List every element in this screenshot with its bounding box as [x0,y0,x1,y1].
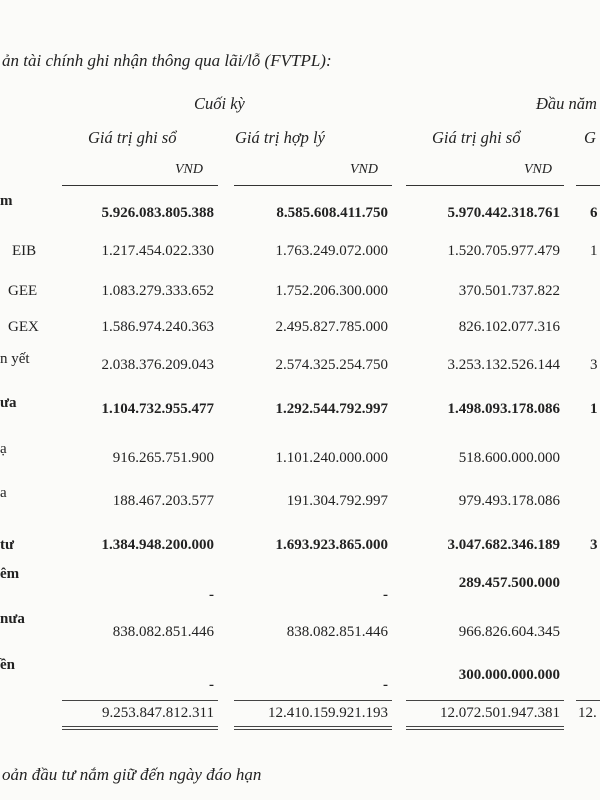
period-header-start: Đầu năm [536,94,597,113]
table-cell: 838.082.851.446 [286,624,388,640]
table-cell: 188.467.203.577 [112,493,214,509]
table-cell: 2.495.827.785.000 [275,319,388,335]
header-rule [62,185,218,186]
table-cell: 5.970.442.318.761 [447,205,560,221]
total-cell: 12.410.159.921.193 [268,705,388,721]
table-cell: 1.101.240.000.000 [275,450,388,466]
row-label: ạ [0,441,7,457]
table-cell: - [383,677,388,693]
table-cell: 1.104.732.955.477 [101,401,214,417]
table-cell: 3 [590,537,598,553]
table-cell: 1.763.249.072.000 [275,243,388,259]
total-rule [234,700,392,701]
table-cell: 8.585.608.411.750 [276,205,388,221]
total-rule [62,700,218,701]
table-cell: 1 [590,243,598,259]
total-cell: 12.072.501.947.381 [440,705,560,721]
table-cell: 1.586.974.240.363 [101,319,214,335]
next-section-title: oản đầu tư nắm giữ đến ngày đáo hạn [2,765,262,784]
row-label: GEE [8,283,38,299]
table-cell: 966.826.604.345 [458,624,560,640]
row-label: ưa [0,395,17,411]
table-cell: - [209,587,214,603]
table-cell: 3.047.682.346.189 [447,537,560,553]
table-cell: 826.102.077.316 [458,319,560,335]
table-cell: 3.253.132.526.144 [447,357,560,373]
table-cell: 3 [590,357,598,373]
row-label: a [0,485,7,501]
unit-label: VND [524,162,552,177]
table-cell: 6 [590,205,598,221]
table-cell: 1.752.206.300.000 [275,283,388,299]
total-double-rule [62,726,218,727]
table-cell: 1.693.923.865.000 [275,537,388,553]
section-title: ản tài chính ghi nhận thông qua lãi/lỗ (FVTPL): [2,51,332,70]
table-cell: 289.457.500.000 [458,575,560,591]
table-cell: 979.493.178.086 [458,493,560,509]
total-double-rule [406,726,564,727]
total-cell: 9.253.847.812.311 [102,705,214,721]
total-rule [406,700,564,701]
total-cell: 12. [578,705,597,721]
table-cell: 1.217.454.022.330 [101,243,214,259]
row-label: nưa [0,611,25,627]
unit-label: VND [175,162,203,177]
row-label: EIB [12,243,37,259]
table-cell: 1.083.279.333.652 [101,283,214,299]
table-cell: - [383,587,388,603]
table-cell: 370.501.737.822 [458,283,560,299]
table-cell: 1.292.544.792.997 [275,401,388,417]
col-header-fair-value-start: G [584,128,596,147]
table-cell: 1.498.093.178.086 [447,401,560,417]
table-cell: 518.600.000.000 [458,450,560,466]
total-double-rule [234,729,392,730]
table-cell: 191.304.792.997 [286,493,388,509]
unit-label: VND [350,162,378,177]
row-label: êm [0,566,20,582]
table-cell: 300.000.000.000 [458,667,560,683]
table-cell: 1.520.705.977.479 [447,243,560,259]
row-label: m [0,193,13,209]
table-cell: 5.926.083.805.388 [101,205,214,221]
table-cell: 1 [590,401,598,417]
table-cell: 1.384.948.200.000 [101,537,214,553]
table-cell: 2.574.325.254.750 [275,357,388,373]
table-cell: 2.038.376.209.043 [101,357,214,373]
row-label: ền [0,657,15,673]
table-cell: - [209,677,214,693]
table-cell: 916.265.751.900 [112,450,214,466]
col-header-book-value-end: Giá trị ghi sổ [88,128,177,147]
total-double-rule [62,729,218,730]
col-header-fair-value-end: Giá trị hợp lý [235,128,325,147]
total-rule [576,700,600,701]
col-header-book-value-start: Giá trị ghi sổ [432,128,521,147]
row-label: GEX [8,319,39,335]
total-double-rule [234,726,392,727]
header-rule [234,185,392,186]
total-double-rule [406,729,564,730]
table-cell: 838.082.851.446 [112,624,214,640]
header-rule [576,185,600,186]
row-label: tư [0,537,14,553]
row-label: n yết [0,351,30,367]
period-header-end: Cuối kỳ [194,94,245,113]
header-rule [406,185,564,186]
